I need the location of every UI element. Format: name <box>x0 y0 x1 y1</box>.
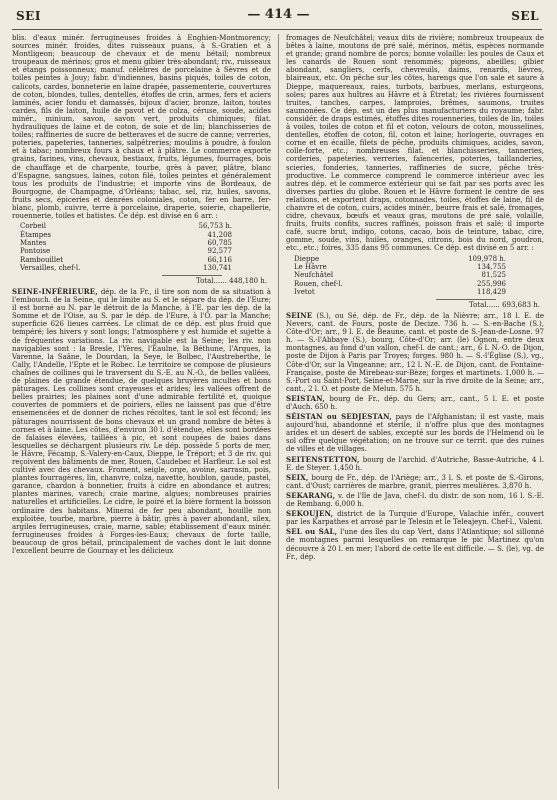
total-rule <box>162 275 222 276</box>
arr-name: Rouen, chef-l. <box>294 279 343 288</box>
entry-sekoujen <box>286 510 544 526</box>
paragraph-seine-et-oise-cont: blis. d'eaux minér. ferrugineuses froides à Enghien-Montmorency; sources minér. froides, dites ruisseaux puans, à S.-Gratien et à Montligeon; beaucoup de chevaux et de menu bétail; nombreux troupeaux de mérinos; gros et menu gibier très-abondant; riv., ruisseaux et étangs poissonneux; manuf. célèbres de porcelaine à Sèvres et de toiles peintes à Jouy; fabr. d'indiennes, basins piqués, toiles de coton, calicots, cardes, bonneterie en laine drapée, passementerie, couvertures de coton, blondes, tulles, dentelles, étoffes de crin, armes, fers et aciers laminés, acier fondu et damassés, bijoux d'acier, bronze, laiton, toutes cardes, fils de laiton, huile de pavot et de colza, cérusе, soude, acides minér., minium, savon, savon vert, produits chimiques; filat. hydrauliques de laine et de coton, de soie et de lin; blanchisseries de toiles; raffineries de sucre de betteraves et de sucre de canne; verreries, poteries, papeteries, tanneries, salpêtreries; moulins à poudre, à foulon et à tabac; nombreux fours à chaux et à plâtre. Le commerce exporte grains, farines, vins, chevaux, bestiaux, fruits, légumes, fourrages, bois de chauffage et de charpente, tourbe, grès à paver, plâtre, blanc d'Espagne, sangsues, laines, coton filé, toiles peintes et généralement tous les produits de l'industrie; et importe vins de Bordeaux, de Bourgogne, de Champagne, d'Orléans; tabac, sel, riz, huiles, savons, fruits secs, épiceries et denrées coloniales, coton, fer en barre, fer-blanc, plomb, cuivre, terre à porcelaine, draperie, soierie, chapellerie, rouennerie, toiles et batistes. Ce dép. est divisé en 6 arr. : <box>12 34 271 221</box>
table-row <box>20 239 232 247</box>
arr-pop: 134,755 <box>477 262 506 271</box>
table-row <box>20 247 232 255</box>
total-value: 693,683 h. <box>502 300 540 309</box>
table-row <box>294 271 506 279</box>
entry-seine <box>286 312 544 393</box>
total-value: 448,180 h. <box>229 276 267 285</box>
page-number: — 414 — <box>247 7 310 22</box>
arr-pop: 41,208 <box>207 230 232 239</box>
arr-pop: 130,741 <box>203 264 232 273</box>
arr-pop: 56,753 h. <box>198 222 232 231</box>
entry-seix <box>286 474 544 490</box>
table-row <box>294 288 506 296</box>
paragraph-seine-inferieure-cont: fromages de Neufchâtel; veaux dits de rivière; nombreux troupeaux de bêtes à laine, moutons de pré salé, mérinos, métis, espèces normande et grande; grand nombre de porcs; bonne volaille: les poules de Caux et les canards de Rouen sont renommés; pigeons, abeilles; gibier abondant, sangliers, cerfs, chevreuils, daims, renards, lièvres, blaireaux, etc. On pêche sur les côtes, harengs que l'on sale et saure à Dieppe, maquereaux, raies, turbots, barbues, merlans, esturgeons, soles; pares aux huîtres au Hâvre et à Étretat; les rivières fournissent truites, tanches, carpes, lamproies, brêmes, saumons, truites saumonées. Ce dép. est un des plus manufacturiers du royaume; fabr. considér. de draps estimés, étoffes dites rouenneries, toiles de lin, toiles à voiles, toiles de coton et fil et coton, velours de coton, mousselines, dentelles, étoffes de coton, fil, coton et laine; horlogerie, ouvrages en corne et en écaille, filets de pêche, produits chimiques, acides, savon, colle-forte, etc.; nombreuses filat. et blanchisseries, tanneries, corderies, papeteries, verreries, faïenceries, poteries, taillanderies, scieries, fonderies, tanneries, raffineries de sucre, pêche très-productive. Le commerce comprend le commerce intérieur avec les autres dép. et le commerce extérieur qui se fait par ses ports avec les diverses parties du globe. Rouen et le Hâvre forment le centre de ses relations, et exportent draps, cotonnades, toiles, étoffes de laine, fil de chanvre et de coton, cuirs, acides minér., beurre frais et salé, fromages, cidre, chevaux, bœufs et veaux gras, moutons de pré salé, volaille, fruits, fruits confits, sucres raffinés, poisson frais et salé; il importe café, sucre brut, indigo, cotons, cacao, bois de teinture, tabac, cire, gomme, soude, vins, huiles, oranges, citrons, bois du nord, goudron, etc., etc.; foires, 335 dans 95 communes. Ce dép. est divisé en 5 arr. : <box>286 34 544 253</box>
table-row <box>20 256 232 264</box>
arr-name: Versailles, chef-l. <box>20 264 81 273</box>
arr-pop: 66,116 <box>207 255 232 264</box>
entry-sel <box>286 528 544 560</box>
entry-text: (S.), ou Sé, dép. de Fr., dép. de la Nièvre; arr., 18 l. E. de Nevers, cant. de Fours, poste de Decize. 736 h. — S.-en-Bache (S.), Côte-d'Or; arr., 9 l. E. de Beaune, cant. et poste de S.-Jean-de-Losne. 97 h. — S.-l'Abbaye (S.), bourg, Côte-d'Or; arr. (le) Ognon, entre deux montagnes, au fond d'un vallon, chef-l. de cant.; arr., 6 l. N.-O. de Dijon, poste de Dijon à Paris par Troyes; forges. 980 h. — S.-l'Église (S.), vg., Côte-d'Or, sur la Vingeanne; arr., 12 l. N.-E. de Dijon, cant. de Fontaine-Française, poste de Mirebeau-sur-Bèze; forges et martinets. 1,000 h. — S.-Port ou Saint-Port, Seine-et-Marne, sur la rive droite de la Seine; arr., cant., 2 l. O. et poste de Melun. 575 h. <box>286 311 544 393</box>
entry-headword: SEKARANG, <box>286 490 336 500</box>
entry-text: bourg de l'archid. d'Autriche, Basse-Autriche, 4 l. E. de Steyer. 1,450 h. <box>286 455 544 472</box>
entry-headword: SEL ou SAL, <box>286 527 338 537</box>
left-column <box>12 34 271 794</box>
table-row <box>294 255 506 263</box>
entry-text: v. de l'île de Java, chef-l. du distr. de son nom, 16 l. S.-E. de Rembang. 6,000 h. <box>286 491 544 509</box>
entry-text: bourg de Fr., dép. du Gers; arr., cant., 5 l. E. et poste d'Auch. 650 h. <box>286 394 544 411</box>
arr-pop: 109,978 h. <box>468 254 506 263</box>
entry-seitenstetton <box>286 456 544 472</box>
entry-headword: SEINE <box>286 310 313 320</box>
table-row <box>294 263 506 271</box>
arr-name: Le Hâvre <box>294 262 327 271</box>
arr-name: Dieppe <box>294 254 320 263</box>
total-label: Total <box>195 276 214 285</box>
entry-headword: SÉISTAN ou SEDJESTAN, <box>286 412 392 422</box>
entry-seine-inferieure <box>12 288 271 555</box>
arr-name: Rambouillet <box>20 255 64 264</box>
table-row <box>20 222 232 230</box>
arrondissements-table-right <box>294 255 506 297</box>
total-line-left: Total...... 448,180 h. <box>195 276 267 285</box>
table-row <box>20 231 232 239</box>
entry-text: district de la Turquie d'Europe, Valachie infér., couvert par les Karpathes et arrosé par le Telesin et le Teleajeyn. Chef-l., Valeni. <box>286 510 544 527</box>
running-header <box>0 6 557 28</box>
entry-headword: SEIX, <box>286 472 309 482</box>
arr-pop: 60,785 <box>207 238 232 247</box>
total-rule <box>436 299 496 300</box>
arr-name: Mantes <box>20 238 47 247</box>
arr-pop: 118,429 <box>477 288 506 297</box>
column-divider <box>278 34 279 789</box>
entry-seistan-bourg <box>286 395 544 411</box>
arr-pop: 81,525 <box>481 271 506 280</box>
entry-headword: SEINE-INFÉRIEURE, <box>12 287 98 296</box>
arr-pop: 92,577 <box>207 247 232 256</box>
header-right-word: SEL <box>511 9 539 23</box>
arr-name: Pontoise <box>20 247 51 256</box>
entry-text: pays de l'Afghanistan; il est vaste, mais aujourd'hui, abandonné et stérile, il n'offre plus que des montagnes arides et un désert de sables, excepté sur les bords de l'Helmend où le sol offre quelque végétation; on ne trouve sur ce territ. que des ruines de villes et de villages. <box>286 413 544 454</box>
arr-pop: 255,996 <box>477 279 506 288</box>
entry-sekarang <box>286 492 544 508</box>
entry-text: dép. de la Fr., il tire son nom de sa situation à l'embouch. de la Seine, qui le limite au S. et le sépare du dép. de l'Eure; il est borné au N. par le détroit de la Manche, à l'E. par les dép. de la Somme et de l'Oise, au S. par le dép. de l'Eure, à l'O. par la Manche; superficie 626 lieues carrées. Le climat de ce dép. est plus froid que tempéré; les hivers y sont longs; l'atmosphère y est humide et sujette à de fréquentes variations. La riv. navigable est la Seine; les riv. non navigables sont : la Bresle, l'Yères, l'Eaulne, la Béthune, l'Arques, la Varenne, la Saâne, le Dourdan, la Seye, le Bolbec, l'Austreberthe, le Cally, l'Andelle, l'Epte et le Robec. Le territoire se compose de plusieurs chaînes de collines qui le traversent du S.-E. au N.-O., de belles vallées, de plaines de grande étendue, de quelques bruyères incultes et bons pâturages. Les collines sont crayeuses et arides; les vallées offrent de belles prairies; les plaines sont d'une admirable fertilité et, quoique couvertes de pommiers et de poiriers, elles ne laissent pas que d'être ensemencées et de donner de riches récoltes, tant le sol est fécond; les pâturages nourrissent de bons chevaux et un grand nombre de bêtes à cornes et à laine. Les côtes, d'environ 30 l. d'étendue, elles sont bordées de falaises élevées, taillées à pic, et sont coupées de baies dans lesquelles se déchargent plusieurs riv. Le dép. possède 5 ports de mer, le Hâvre, Fécamp, S.-Valery-en-Caux, Dieppe, le Tréport; et 3 de riv. qui reçoivent des bâtiments de mer, Rouen, Caudebec et Harfleur. Le sol est cultivé avec des chevaux. Froment, seigle, orge, avoine, sarrasin, pois, plantes fourragères, lin, chanvre, colza, navette, houblon, gaude, pastel, garance, chardon à bonnetier, fruits à cidre en abondance et autres; plantes marines, varech; craie marine, algues; nombreuses prairies naturelles et artificielles. Le cidre, le poiré et la bière forment la boisson ordinaire des habitans. Minerai de fer peu abondant, houille non exploitée, tourbe, marbre, pierre à bâtir, grès à paver abondant, silex, argiles ferrugineuses, craie, marne, sable; établissement d'eaux minér. ferrugineuses froides à Forges-les-Eaux; chevaux de forte taille, beaucoup de gros bétail, principalement de vaches dont le lait donne l'excellent beurre de Gournay et les délicieux <box>12 288 271 555</box>
entry-seistan-pays <box>286 413 544 453</box>
header-left-word: SEI <box>16 9 41 23</box>
arr-name: Étampes <box>20 230 51 239</box>
entry-headword: SEITENSTETTON, <box>286 454 360 464</box>
entry-headword: SEKOUJEN, <box>286 509 334 519</box>
arr-name: Ivetot <box>294 288 315 297</box>
entry-headword: SEISTAN, <box>286 393 325 403</box>
total-line-right: Total...... 693,683 h. <box>468 300 540 309</box>
arr-name: Neufchâtel <box>294 271 334 280</box>
arr-name: Corbeil <box>20 222 47 231</box>
table-row <box>20 264 232 272</box>
total-label: Total <box>468 300 487 309</box>
entry-text: l'une des îles du cap Vert, dans l'Atlantique; sol sillonné de montagnes parmi lesquelles on remarque le pic Martinez qu'on découvre à 20 l. en mer; l'abord de cette île est difficile. — S. (le), vg. de Fr., dép. <box>286 528 544 561</box>
table-row <box>294 280 506 288</box>
right-column <box>286 34 544 794</box>
header-rule <box>12 29 542 30</box>
entry-text: bourg de Fr., dép. de l'Ariège; arr., 3 l. S. et poste de S.-Girons, cant. d'Oust; carrières de marbre, granit, pierres meulières. 3,870 h. <box>286 473 544 490</box>
arrondissements-table-left <box>20 222 232 272</box>
